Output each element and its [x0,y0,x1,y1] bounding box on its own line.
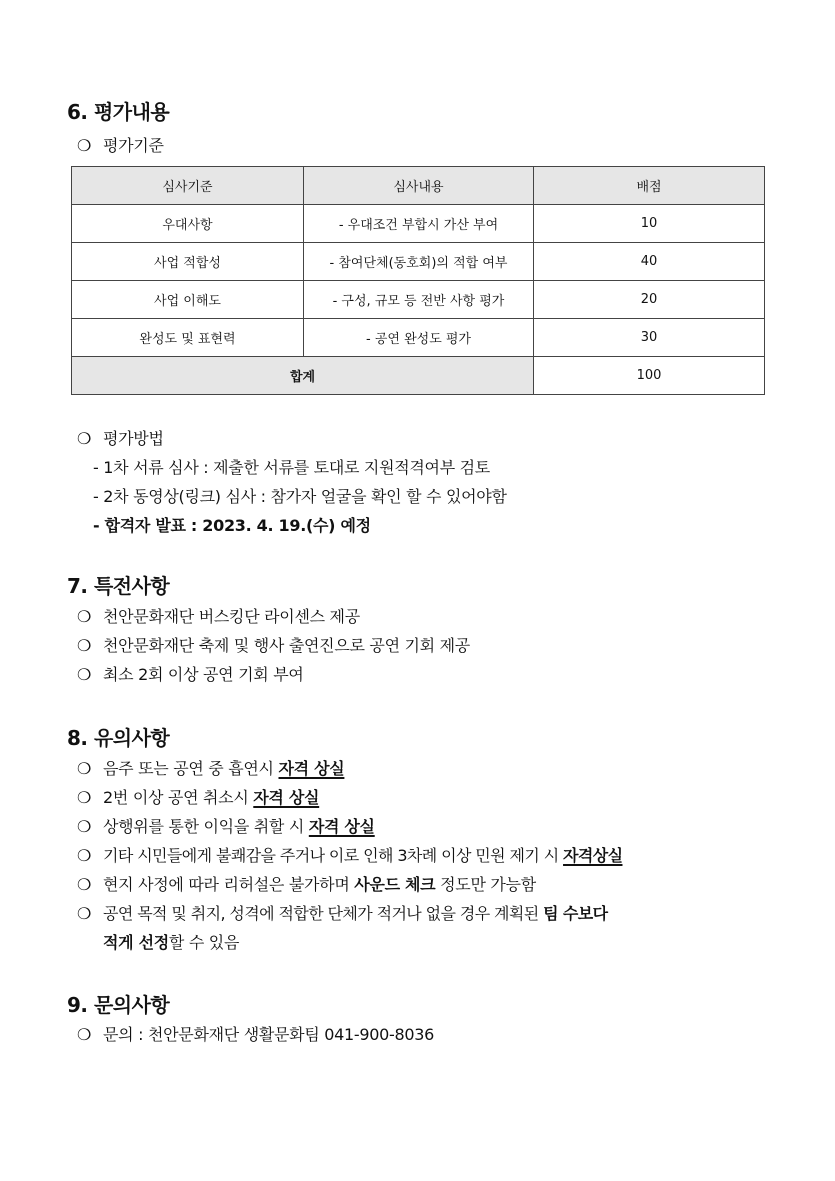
bullet-icon: ❍ [77,846,91,865]
table-cell: - 우대조건 부합시 가산 부여 [304,205,534,243]
bullet-icon: ❍ [77,759,92,778]
table-cell: 우대사항 [72,205,304,243]
bullet-icon: ❍ [77,904,91,923]
table-header-row [72,167,765,205]
emphasis-text: 사운드 체크 [354,875,436,894]
table-cell: 40 [534,243,765,281]
table-row [72,243,765,281]
list-item-continuation: 적게 선정할 수 있음 [103,933,240,952]
emphasis-text: 팀 수보다 [543,904,608,923]
bullet-icon: ❍ [77,607,92,626]
bullet-icon: ❍ [77,636,92,655]
evaluation-criteria-table [71,166,765,395]
bullet-icon: ❍ [77,817,92,836]
emphasis-text: 자격상실 [563,846,623,865]
bullet-icon: ❍ [77,429,92,448]
emphasis-text: 적게 선정 [103,933,169,952]
criteria-heading: ❍ 평가기준 [77,136,164,155]
list-item: ❍ 2번 이상 공연 취소시 자격 상실 [77,788,320,807]
list-item: ❍ 천안문화재단 축제 및 행사 출연진으로 공연 기회 제공 [77,636,470,655]
table-header: 배점 [534,167,765,205]
list-item: ❍ 상행위를 통한 이익을 취할 시 자격 상실 [77,817,375,836]
table-total-row [72,357,765,395]
list-item: ❍ 천안문화재단 버스킹단 라이센스 제공 [77,607,360,626]
list-item: ❍ 최소 2회 이상 공연 기회 부여 [77,665,304,684]
table-header: 심사기준 [72,167,304,205]
emphasis-text: 자격 상실 [253,788,320,807]
list-item: ❍ 공연 목적 및 취지, 성격에 적합한 단체가 적거나 없을 경우 계획된 팀 수보다 [77,904,608,923]
section-7-title: 7. 특전사항 [67,574,170,598]
table-cell: 30 [534,319,765,357]
contact-line: ❍ 문의 : 천안문화재단 생활문화팀 041-900-8036 [77,1025,435,1044]
emphasis-text: 자격 상실 [278,759,345,778]
list-item: ❍ 기타 시민들에게 불쾌감을 주거나 이로 인해 3차례 이상 민원 제기 시 자격상실 [77,846,623,865]
table-row [72,281,765,319]
table-cell: 사업 이해도 [72,281,304,319]
bullet-icon: ❍ [77,1025,92,1044]
emphasis-text: 자격 상실 [308,817,375,836]
table-row [72,205,765,243]
table-cell: - 공연 완성도 평가 [304,319,534,357]
table-cell: - 구성, 규모 등 전반 사항 평가 [304,281,534,319]
section-6-title: 6. 평가내용 [67,100,170,124]
table-cell: 20 [534,281,765,319]
method-item-announcement: - 합격자 발표 : 2023. 4. 19.(수) 예정 [93,516,371,535]
table-row [72,319,765,357]
method-heading: ❍ 평가방법 [77,429,164,448]
method-item: - 2차 동영상(링크) 심사 : 참가자 얼굴을 확인 할 수 있어야함 [93,487,507,506]
table-cell: 10 [534,205,765,243]
table-cell: - 참여단체(동호회)의 적합 여부 [304,243,534,281]
table-cell: 완성도 및 표현력 [72,319,304,357]
bullet-icon: ❍ [77,136,92,155]
bullet-icon: ❍ [77,875,92,894]
bullet-icon: ❍ [77,665,92,684]
list-item: ❍ 음주 또는 공연 중 흡연시 자격 상실 [77,759,345,778]
section-9-title: 9. 문의사항 [67,993,170,1017]
section-8-title: 8. 유의사항 [67,726,170,750]
list-item: ❍ 현지 사정에 따라 리허설은 불가하며 사운드 체크 정도만 가능함 [77,875,536,894]
table-header: 심사내용 [304,167,534,205]
total-value: 100 [534,357,765,395]
method-item: - 1차 서류 심사 : 제출한 서류를 토대로 지원적격여부 검토 [93,458,490,477]
total-label: 합계 [72,357,534,395]
table-cell: 사업 적합성 [72,243,304,281]
bullet-icon: ❍ [77,788,92,807]
